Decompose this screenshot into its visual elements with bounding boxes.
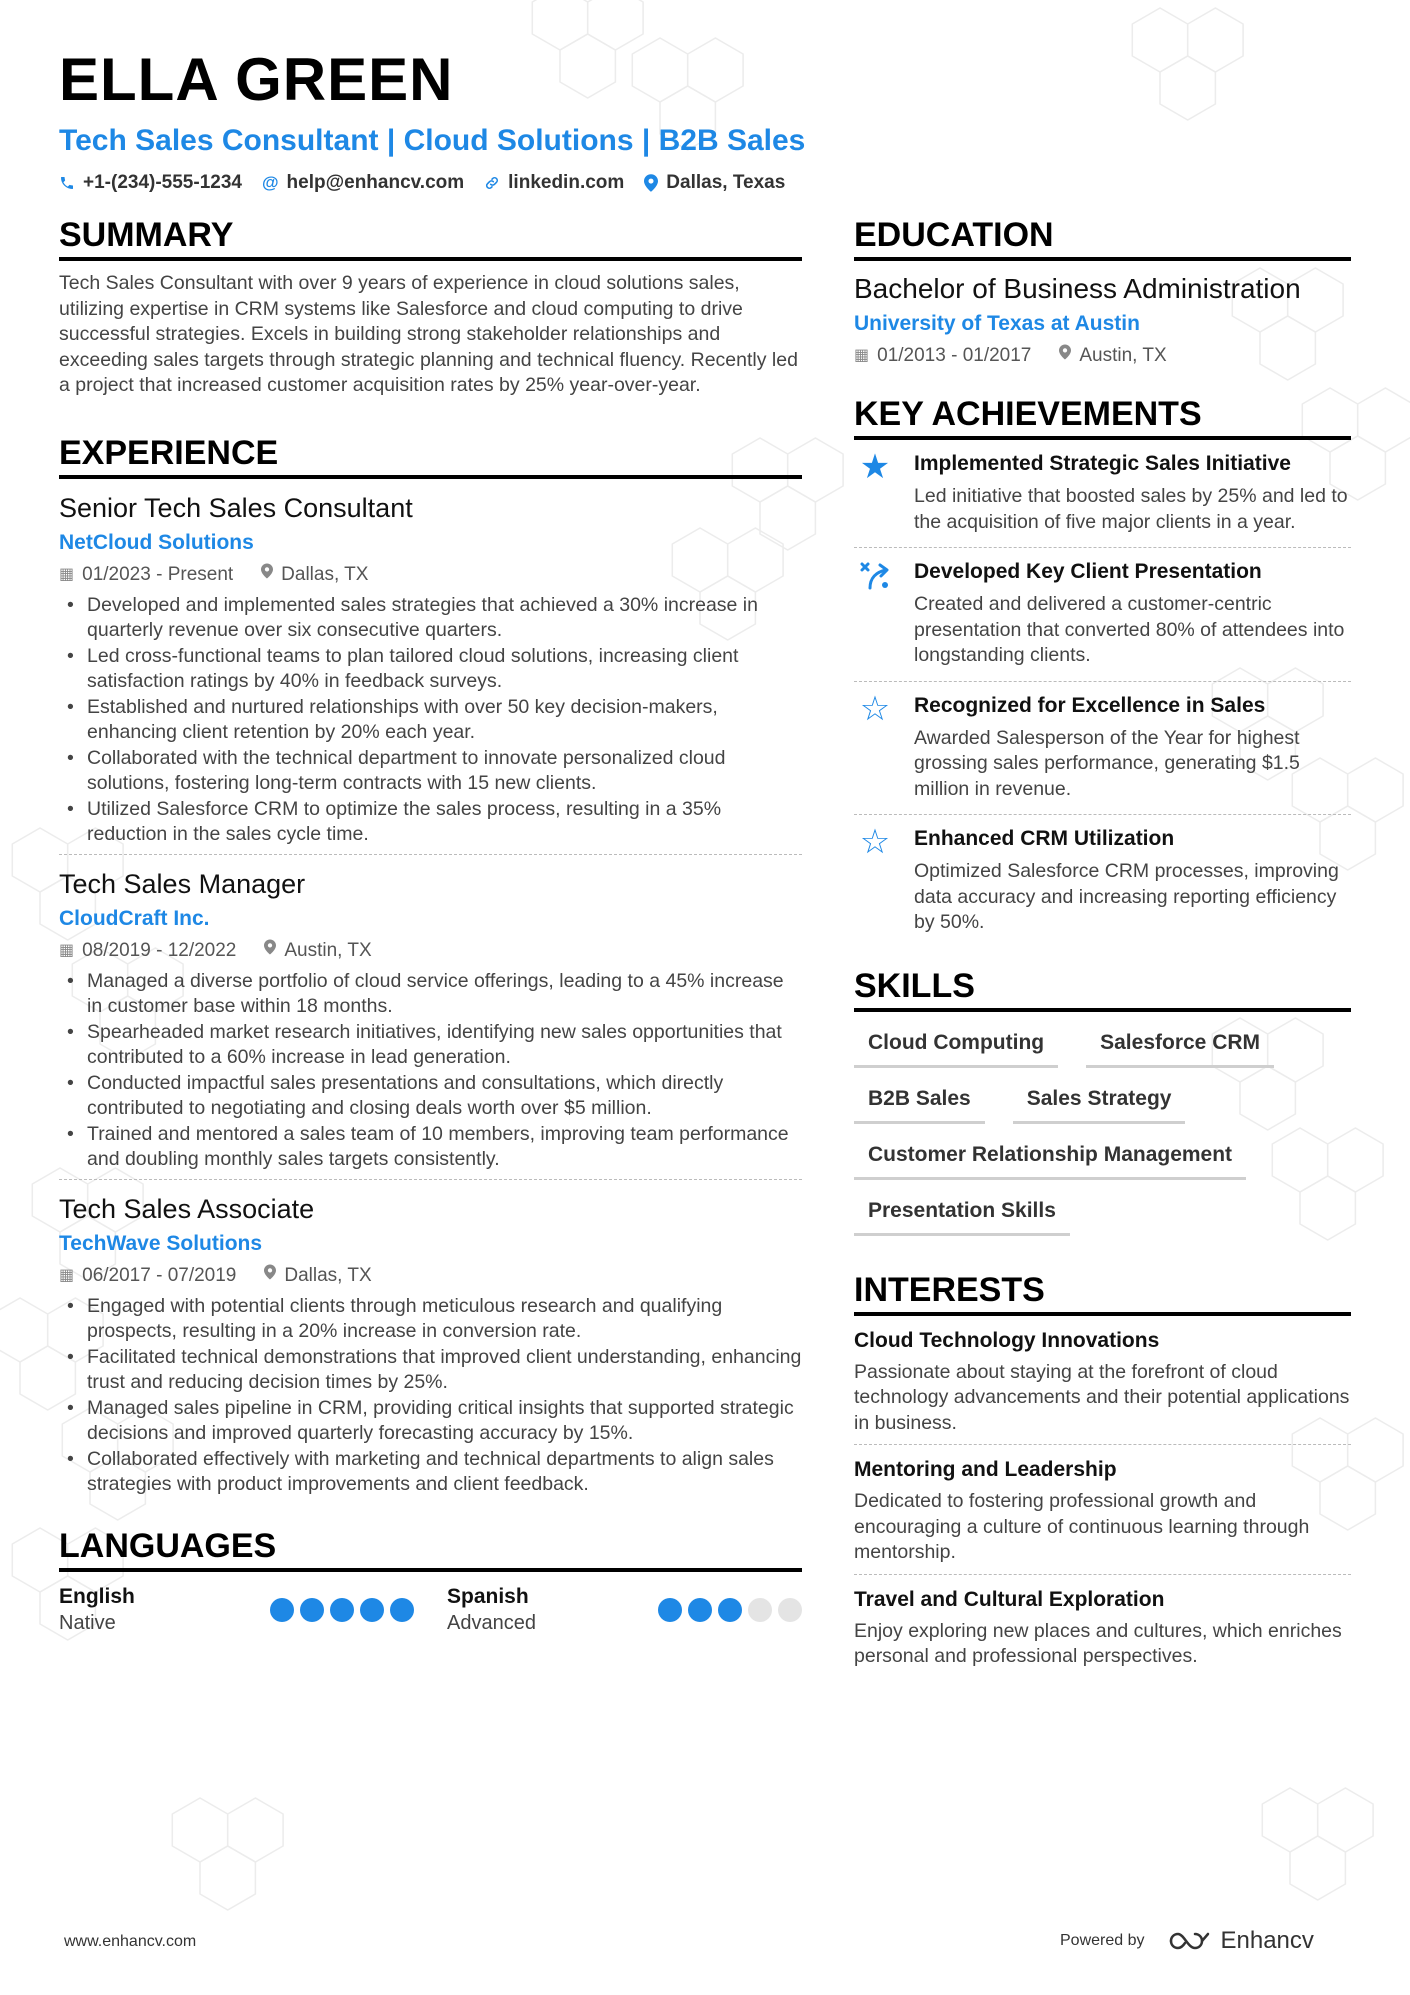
interest-item xyxy=(854,1316,1351,1446)
footer-website[interactable]: www.enhancv.com xyxy=(64,1933,197,1950)
contact-phone[interactable] xyxy=(59,172,242,194)
divider xyxy=(59,854,802,855)
interest-item xyxy=(854,1575,1351,1678)
achievement-desc: Optimized Salesforce CRM processes, improving data accuracy and increasing reporting efficiency by 50%. xyxy=(914,860,1339,933)
contact-linkedin-text: linkedin.com xyxy=(508,172,625,193)
phone-icon xyxy=(59,175,75,191)
bullet-item: • Engaged with potential clients through meticulous research and qualifying prospects, resulting in a 20% increase in conversion rate. xyxy=(59,1294,802,1345)
achievement-desc: Created and delivered a customer-centric presentation that converted 80% of attendees into longstanding clients. xyxy=(914,593,1345,666)
languages-list xyxy=(59,1584,802,1636)
rating-dot-filled xyxy=(390,1598,414,1622)
hexagon-shape xyxy=(172,1798,227,1862)
outline-star-icon: ☆ xyxy=(859,823,891,861)
role-bullets xyxy=(59,593,802,848)
role-dates: 06/2017 - 07/2019 xyxy=(82,1264,237,1286)
achievement-item xyxy=(854,815,1351,948)
experience-role-3 xyxy=(59,1192,802,1498)
contact-bar xyxy=(59,172,1349,194)
powered-by-label: Powered by xyxy=(1060,1932,1145,1949)
interest-desc: Dedicated to fostering professional growth and encouraging a culture of continuous learning through mentorship. xyxy=(854,1490,1310,1563)
rating-dot-empty xyxy=(748,1598,772,1622)
contact-email[interactable] xyxy=(262,172,464,194)
bullet-item: • Trained and mentored a sales team of 10 members, improving team performance and doubling monthly sales targets consistently. xyxy=(59,1122,802,1173)
role-meta xyxy=(59,1264,802,1288)
company-name: TechWave Solutions xyxy=(59,1231,263,1255)
experience-role-1 xyxy=(59,491,802,855)
calendar-icon: ▦ xyxy=(59,1266,75,1284)
role-location: Dallas, TX xyxy=(281,563,369,585)
outline-star-icon: ☆ xyxy=(859,689,891,728)
left-column xyxy=(59,215,802,1636)
strategy-icon xyxy=(854,558,896,669)
interest-title: Cloud Technology Innovations xyxy=(854,1328,1160,1352)
role-title: Tech Sales Associate xyxy=(59,1193,315,1224)
achievement-title: Implemented Strategic Sales Initiative xyxy=(914,452,1291,475)
right-column xyxy=(854,215,1351,1678)
role-dates: 08/2019 - 12/2022 xyxy=(82,939,237,961)
bullet-item: • Managed a diverse portfolio of cloud service offerings, leading to a 45% increase in customer base within 18 months. xyxy=(59,969,802,1020)
skills-list xyxy=(854,1026,1351,1236)
at-icon: @ xyxy=(261,173,279,192)
education-degree: Bachelor of Business Administration xyxy=(854,273,1301,304)
candidate-name: ELLA GREEN xyxy=(59,46,454,113)
summary-heading: SUMMARY xyxy=(59,215,802,261)
rating-dot-filled xyxy=(658,1598,682,1622)
language-level: Advanced xyxy=(447,1611,536,1634)
skill-tag: Customer Relationship Management xyxy=(854,1138,1246,1180)
hexagon-shape xyxy=(588,0,643,50)
bullet-item: • Collaborated effectively with marketing and technical departments to align sales strategies with product improvements and client feedback. xyxy=(59,1447,802,1498)
rating-dot-filled xyxy=(688,1598,712,1622)
contact-phone-text: +1-(234)-555-1234 xyxy=(83,172,242,193)
experience-heading: EXPERIENCE xyxy=(59,433,802,479)
achievement-item xyxy=(854,548,1351,682)
divider xyxy=(59,1179,802,1180)
role-title: Senior Tech Sales Consultant xyxy=(59,492,413,523)
language-spanish xyxy=(447,1584,802,1636)
education-meta xyxy=(854,344,1351,368)
location-pin-icon xyxy=(264,939,276,963)
hexagon-shape xyxy=(1262,1788,1317,1852)
education-dates: 01/2013 - 01/2017 xyxy=(877,345,1032,366)
role-bullets xyxy=(59,969,802,1173)
rating-dot-filled xyxy=(360,1598,384,1622)
hexagon-shape xyxy=(0,1298,48,1362)
language-name: Spanish xyxy=(447,1584,529,1608)
location-pin-icon xyxy=(261,563,273,587)
filled-star-icon: ★ xyxy=(859,448,891,486)
interest-item xyxy=(854,1445,1351,1575)
achievement-title: Enhanced CRM Utilization xyxy=(914,827,1175,850)
language-name: English xyxy=(59,1584,135,1608)
calendar-icon: ▦ xyxy=(59,941,75,959)
calendar-icon: ▦ xyxy=(854,347,870,364)
language-level: Native xyxy=(59,1611,116,1634)
brand-name: Enhancv xyxy=(1220,1927,1314,1954)
bullet-item: • Led cross-functional teams to plan tailored cloud solutions, increasing client satisfaction ratings by 40% in feedback surveys. xyxy=(59,644,802,695)
calendar-icon: ▦ xyxy=(59,565,75,583)
language-rating xyxy=(270,1598,414,1622)
role-meta xyxy=(59,563,802,587)
bullet-item: • Developed and implemented sales strategies that achieved a 30% increase in quarterly revenue over six consecutive quarters. xyxy=(59,593,802,644)
achievement-desc: Led initiative that boosted sales by 25% and led to the acquisition of five major clients in a year. xyxy=(914,485,1348,533)
achievement-item xyxy=(854,682,1351,816)
hexagon-shape xyxy=(200,1846,255,1910)
role-bullets xyxy=(59,1294,802,1498)
bullet-item: • Collaborated with the technical department to innovate personalized cloud solutions, fostering long-term contracts with 15 new clients. xyxy=(59,746,802,797)
contact-email-text: help@enhancv.com xyxy=(286,172,465,193)
contact-linkedin[interactable] xyxy=(484,172,624,194)
enhancv-logo[interactable] xyxy=(1167,1927,1314,1955)
bullet-item: • Facilitated technical demonstrations that improved client understanding, enhancing trust and reducing decision times by 25%. xyxy=(59,1345,802,1396)
interest-title: Travel and Cultural Exploration xyxy=(854,1587,1165,1611)
role-location: Dallas, TX xyxy=(284,1264,372,1286)
role-location: Austin, TX xyxy=(284,939,372,961)
bullet-item: • Conducted impactful sales presentations and consultations, which directly contributed to negotiating and closing deals worth over $5 million. xyxy=(59,1071,802,1122)
rating-dot-filled xyxy=(718,1598,742,1622)
skills-heading: SKILLS xyxy=(854,966,1351,1012)
experience-role-2 xyxy=(59,867,802,1180)
resume-header xyxy=(59,44,1349,194)
bullet-item: • Spearheaded market research initiatives, identifying new sales opportunities that contributed to a 60% increase in lead generation. xyxy=(59,1020,802,1071)
skill-tag: Cloud Computing xyxy=(854,1026,1058,1068)
achievements-list xyxy=(854,440,1351,948)
achievement-item xyxy=(854,440,1351,548)
hexagon-shape xyxy=(1358,388,1410,452)
link-icon xyxy=(484,175,500,191)
role-title: Tech Sales Manager xyxy=(59,868,306,899)
achievement-desc: Awarded Salesperson of the Year for highest grossing sales performance, generating $1.5 million in revenue. xyxy=(914,726,1300,800)
contact-location xyxy=(644,172,785,194)
hexagon-shape xyxy=(1290,1836,1345,1900)
languages-heading: LANGUAGES xyxy=(59,1526,802,1572)
hexagon-shape xyxy=(228,1798,283,1862)
candidate-headline: Tech Sales Consultant | Cloud Solutions | B2B Sales xyxy=(59,124,806,157)
skill-tag: B2B Sales xyxy=(854,1082,985,1124)
contact-location-text: Dallas, Texas xyxy=(666,172,786,193)
achievement-title: Recognized for Excellence in Sales xyxy=(914,693,1266,717)
company-name: CloudCraft Inc. xyxy=(59,906,210,930)
interests-list xyxy=(854,1316,1351,1678)
hexagon-shape xyxy=(1318,1788,1373,1852)
bullet-item: • Utilized Salesforce CRM to optimize the sales process, resulting in a 35% reduction in the sales cycle time. xyxy=(59,797,802,848)
bullet-item: • Managed sales pipeline in CRM, providing critical insights that supported strategic decisions and improved quarterly forecasting accuracy by 15%. xyxy=(59,1396,802,1447)
company-name: NetCloud Solutions xyxy=(59,530,254,554)
location-pin-icon xyxy=(264,1264,276,1288)
achievement-title: Developed Key Client Presentation xyxy=(914,560,1262,583)
location-pin-icon xyxy=(1059,344,1071,368)
interest-desc: Passionate about staying at the forefront of cloud technology advancements and their potential applications in business. xyxy=(854,1360,1350,1434)
achievements-heading: KEY ACHIEVEMENTS xyxy=(854,394,1351,440)
skill-tag: Sales Strategy xyxy=(1013,1082,1186,1124)
rating-dot-empty xyxy=(778,1598,802,1622)
rating-dot-filled xyxy=(300,1598,324,1622)
interest-desc: Enjoy exploring new places and cultures, which enriches personal and professional perspectives. xyxy=(854,1619,1342,1667)
hexagon-shape xyxy=(1348,758,1403,822)
footer-branding xyxy=(1060,1927,1314,1955)
summary-text: Tech Sales Consultant with over 9 years of experience in cloud solutions sales, utilizing expertise in CRM systems like Salesforce and cloud computing to drive successful strategies. Excels in building strong stakeholder relationships and exceeding sales targets through strategic planning and technical fluency. Recently led a project that increased customer acquisition rates by 25% year-over-year. xyxy=(59,272,798,396)
education-school: University of Texas at Austin xyxy=(854,312,1140,335)
hexagon-shape xyxy=(1348,1418,1403,1482)
location-pin-icon xyxy=(644,174,658,192)
role-meta xyxy=(59,939,802,963)
rating-dot-filled xyxy=(330,1598,354,1622)
skill-tag: Salesforce CRM xyxy=(1086,1026,1274,1068)
role-dates: 01/2023 - Present xyxy=(82,563,234,585)
education-location: Austin, TX xyxy=(1079,345,1167,366)
rating-dot-filled xyxy=(270,1598,294,1622)
infinity-logo-icon xyxy=(1167,1930,1213,1952)
bullet-item: • Established and nurtured relationships with over 50 key decision-makers, enhancing client retention by 20% each year. xyxy=(59,695,802,746)
hexagon-shape xyxy=(532,0,587,50)
interest-title: Mentoring and Leadership xyxy=(854,1458,1117,1481)
language-english xyxy=(59,1584,414,1636)
language-rating xyxy=(658,1598,802,1622)
education-heading: EDUCATION xyxy=(854,215,1351,261)
interests-heading: INTERESTS xyxy=(854,1270,1351,1316)
skill-tag: Presentation Skills xyxy=(854,1194,1070,1236)
